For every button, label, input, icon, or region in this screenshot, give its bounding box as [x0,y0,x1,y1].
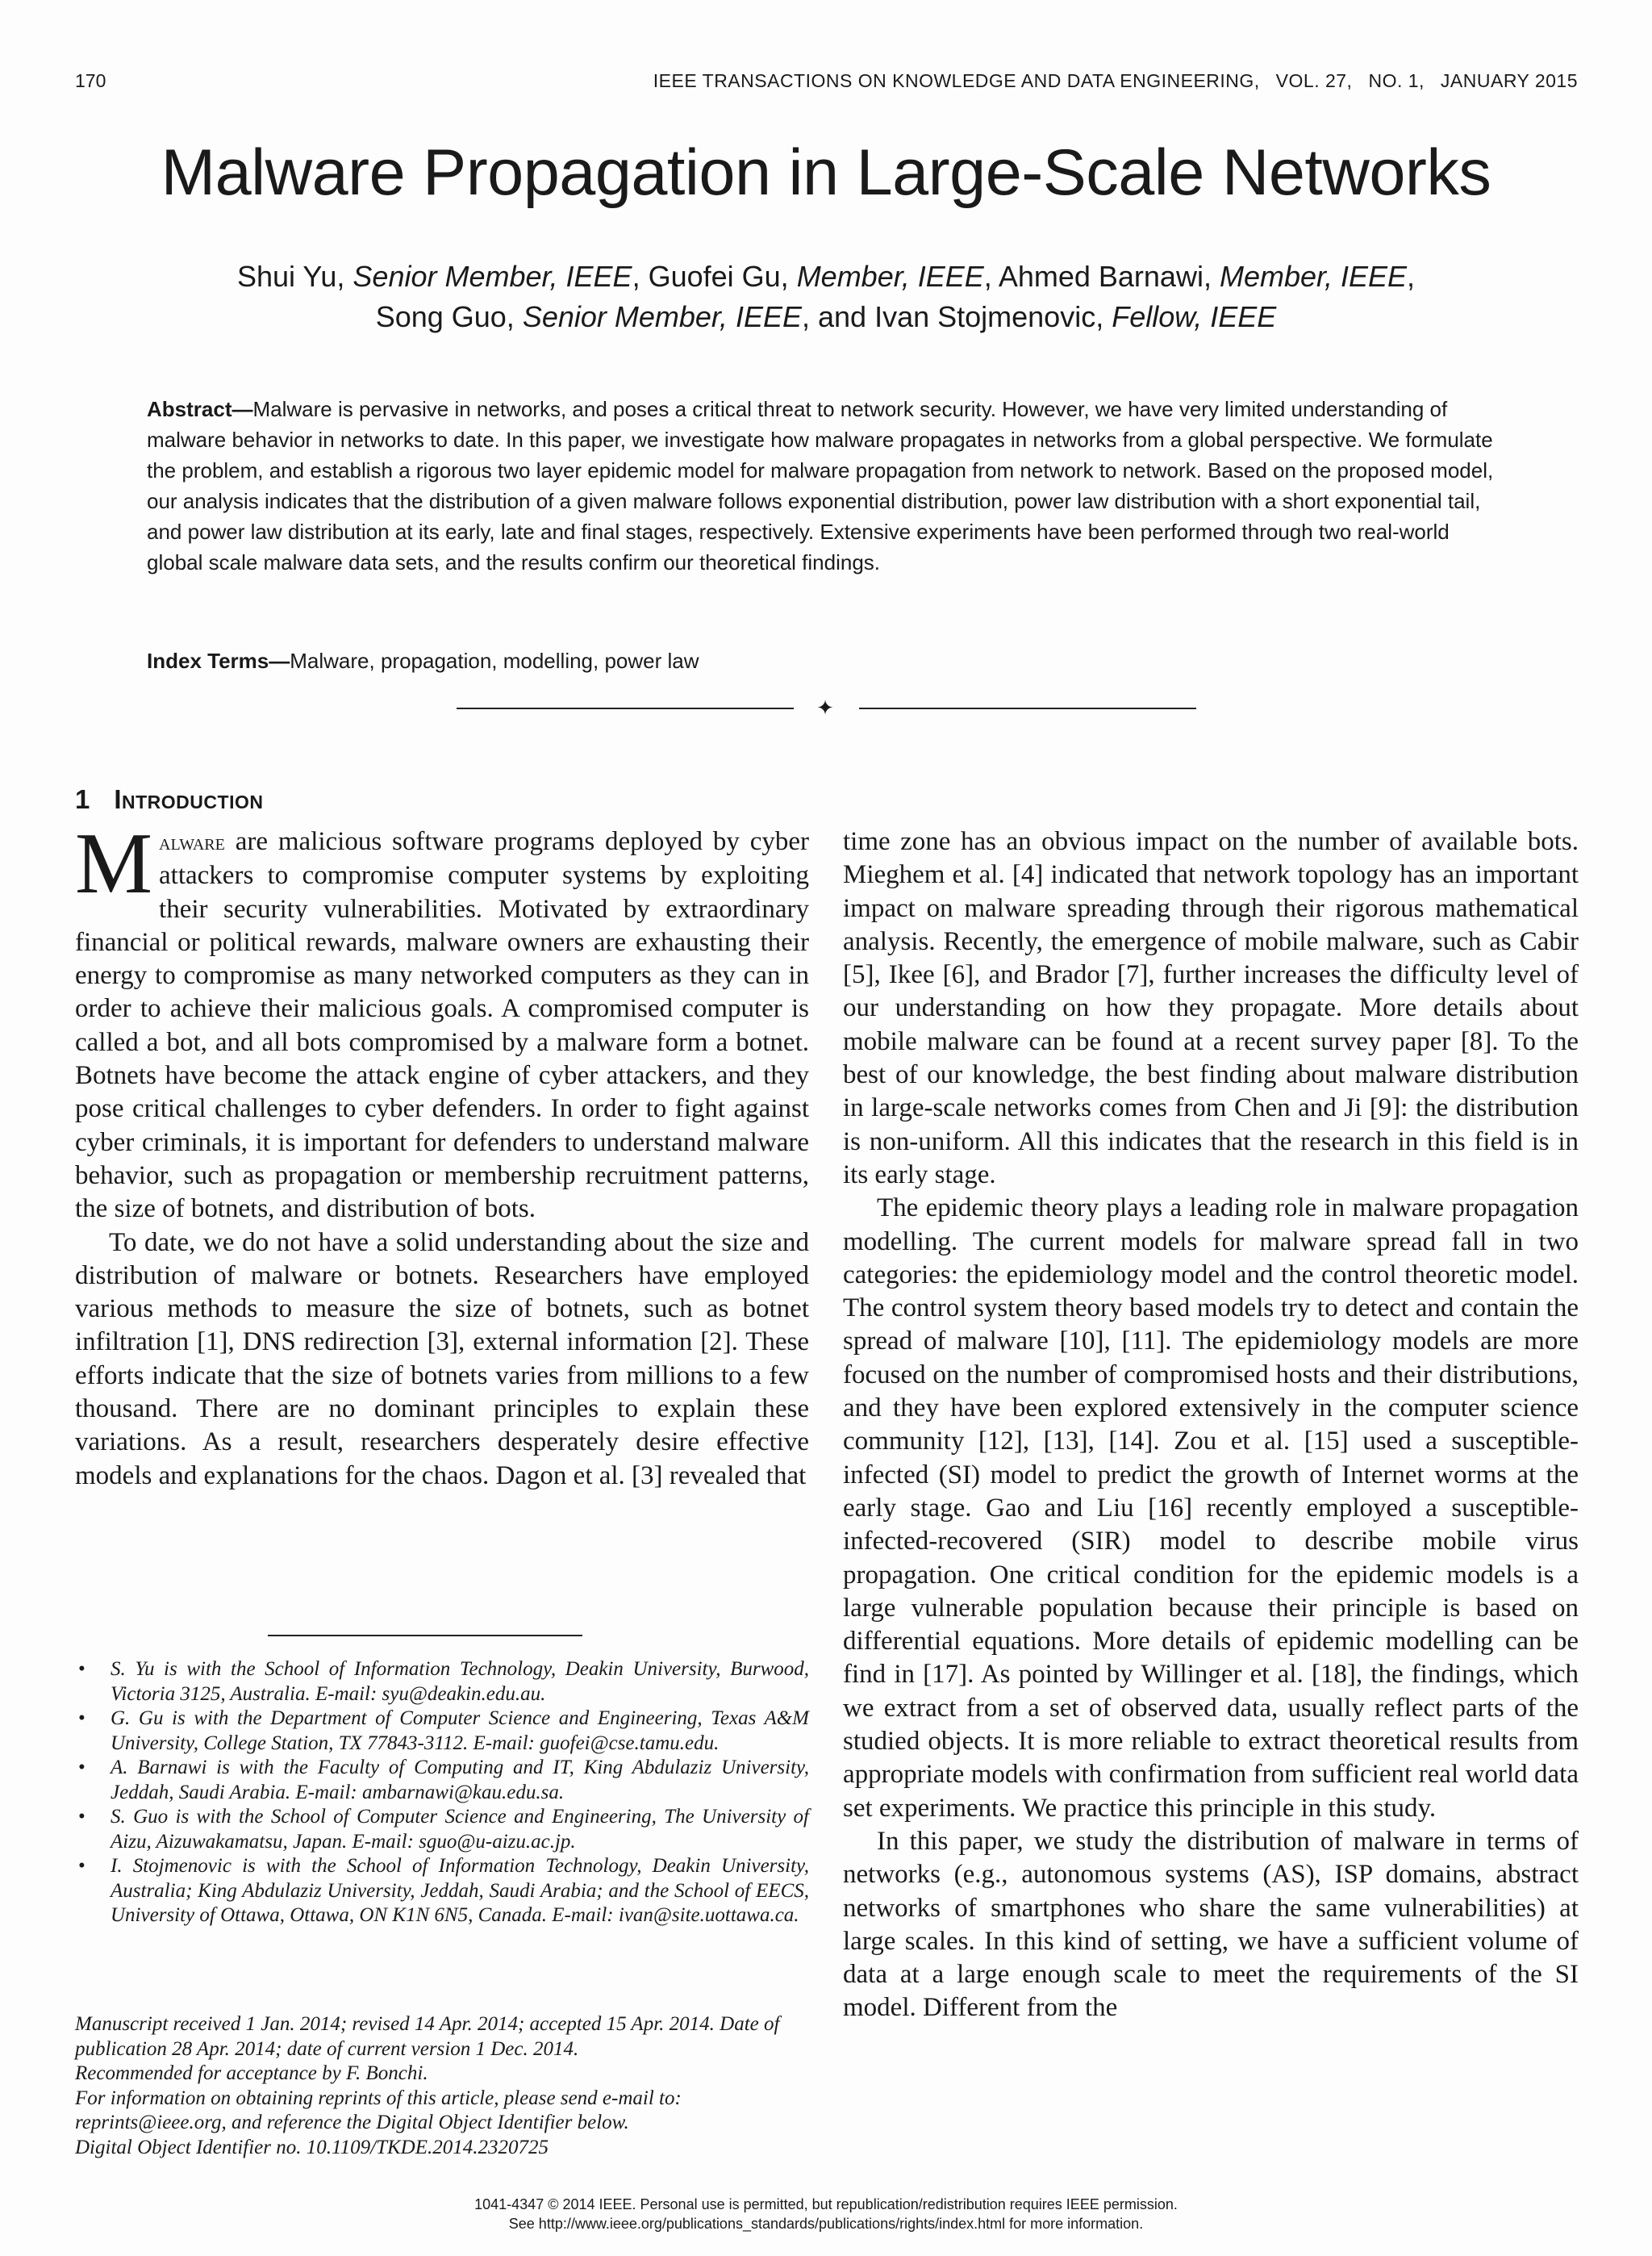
author-name: Ahmed Barnawi, [998,260,1220,293]
recommended-by: Recommended for acceptance by F. Bonchi. [75,2062,428,2084]
paragraph-text: are malicious software programs deployed by cyber attackers to compromise computer systems by exploiting their security vulnerabilities. Motivated by extraordinary financial or political rewards, malware owners are exhausting their energy to compromise as many networked computers as they can in order to achieve their malicious goals. A compromised computer is called a bot, and all bots compromised by a malware form a botnet. Botnets have become the attack engine of cyber attackers, and they pose critical challenges to cyber defenders. In order to fight against cyber criminals, it is important for defenders to understand malware behavior, such as propagation or membership recruitment patterns, the size of botnets, and distribution of bots. [75,827,809,1224]
paper-title: Malware Propagation in Large-Scale Networks [161,136,1491,209]
author-separator: , and [801,300,875,333]
index-terms-label: Index Terms— [147,649,290,673]
body-column-left [75,816,809,1493]
journal-name: IEEE TRANSACTIONS ON KNOWLEDGE AND DATA ENGINEERING, [653,70,1260,91]
first-word-small-caps: alware [159,829,225,855]
author-role: Senior Member, IEEE [353,260,632,293]
doi: Digital Object Identifier no. 10.1109/TKDE.2014.2320725 [75,2136,549,2158]
divider-line-left [457,708,794,709]
paragraph: time zone has an obvious impact on the number of available bots. Mieghem et al. [4] indicated that network topology has an important impact on malware spreading through their rigorous mathematical analysis. Recently, the emergence of mobile malware, such as Cabir [5], Ikee [6], and Brador [7], further increases the difficulty level of our understanding on how they propagate. More details about mobile malware can be found at a recent survey paper [8]. To the best of our knowledge, the best finding about malware distribution in large-scale networks comes from Chen and Ji [9]: the distribution is non-uniform. All this indicates that the research in this field is in its early stage. [843,827,1579,1189]
author-list [0,257,1652,337]
author-line-1 [0,257,1652,297]
reprints-info: For information on obtaining reprints of this article, please send e-mail to: reprints@ieee.org, and reference the Digital Object Identifier below. [75,2087,682,2133]
abstract-label: Abstract— [147,397,253,421]
paragraph: The epidemic theory plays a leading role in malware propagation modelling. The current models for malware spread fall in two categories: the epidemiology model and the control theoretic model. The control system theory based models try to detect and contain the spread of malware [10], [11]. The epidemiology models are more focused on the number of compromised hosts and their distributions, and they have been explored extensively in the computer science community [12], [13], [14]. Zou et al. [15] used a susceptible-infected (SI) model to predict the growth of Internet worms at the early stage. Gao and Liu [16] recently employed a susceptible-infected-recovered (SIR) model to describe mobile virus propagation. One critical condition for the epidemic models is a large vulnerable population because their principle is based on differential equations. More details of epidemic modelling can be find in [17]. As pointed by Willinger et al. [18], the findings, which we extract from a set of observed data, usually reflect parts of the studied objects. It is more reliable to extract theoretical results from appropriate models with confirmation from sufficient real world data set experiments. We practice this principle in this study. [843,1193,1579,1823]
paragraph [75,816,809,1226]
bullet-icon: • [78,1806,86,1828]
author-role: Member, IEEE [1219,260,1408,293]
author-line-2 [0,297,1652,337]
author-separator: , [632,260,649,293]
manuscript-info [75,2012,809,2160]
abstract [147,394,1507,578]
footnote-rule [268,1635,582,1636]
divider-line-right [859,708,1196,709]
affiliation-item [75,1657,809,1707]
paragraph: To date, we do not have a solid understanding about the size and distribution of malware or botnets. Researchers have employed various methods to measure the size of botnets, such as botnet infiltration [1], DNS redirection [3], external information [2]. These efforts indicate that the size of botnets varies from millions to a few thousand. There are no dominant principles to explain these variations. As a result, researchers desperately desire effective models and explanations for the chaos. Dagon et al. [3] revealed that [75,1227,809,1490]
affiliation-text: I. Stojmenovic is with the School of Information Technology, Deakin University, Australia; King Abdulaziz University, Jeddah, Saudi Arabia; and the School of EECS, University of Ottawa, Ottawa, ON K1N 6N5, Canada. E-mail: ivan@site.uottawa.ca. [111,1855,809,1926]
affiliation-text: A. Barnawi is with the Faculty of Computing and IT, King Abdulaziz University, Jeddah, Saudi Arabia. E-mail: ambarnawi@kau.edu.sa. [111,1757,809,1803]
affiliation-item [75,1756,809,1805]
affiliation-item [75,1854,809,1928]
author-role: Fellow, IEEE [1112,300,1277,333]
affiliation-text: S. Yu is with the School of Information Technology, Deakin University, Burwood, Victoria 3125, Australia. E-mail: syu@deakin.edu.au. [111,1658,809,1705]
copyright-footer [0,2195,1652,2233]
author-name: Guofei Gu, [648,260,797,293]
author-separator: , [1407,260,1416,293]
bullet-icon: • [78,1855,86,1877]
bullet-icon: • [78,1707,86,1729]
author-role: Member, IEEE [796,260,984,293]
affiliation-item [75,1805,809,1854]
running-header [637,70,1578,92]
author-name: Ivan Stojmenovic, [874,300,1112,333]
section-number: 1 [75,784,90,814]
author-name: Shui Yu, [236,260,353,293]
author-separator: , [983,260,999,293]
page-number: 170 [75,70,106,91]
author-role: Senior Member, IEEE [522,300,802,333]
section-title: Introduction [114,784,264,814]
divider-star-icon: ✦ [816,696,834,720]
index-terms [147,645,1507,676]
manuscript-dates: Manuscript received 1 Jan. 2014; revised 14 Apr. 2014; accepted 15 Apr. 2014. Date of publication 28 Apr. 2014; date of current version 1 Dec. 2014. [75,2013,780,2060]
paragraph: In this paper, we study the distribution of malware in terms of networks (e.g., autonomous systems (AS), ISP domains, abstract networks of smartphones who share the same vulnerabilities) at large scales. In this kind of setting, we have a sufficient volume of data at a large enough scale to meet the requirements of the SI model. Different from the [843,1826,1579,2023]
bullet-icon: • [78,1757,86,1778]
issue: NO. 1, [1368,70,1425,91]
bullet-icon: • [78,1658,86,1680]
index-terms-text: Malware, propagation, modelling, power law [290,649,699,673]
copyright-line: 1041-4347 © 2014 IEEE. Personal use is permitted, but republication/redistribution requires IEEE permission. [474,2196,1178,2212]
drop-cap: M [75,816,153,912]
affiliation-item [75,1707,809,1756]
affiliation-text: S. Guo is with the School of Computer Science and Engineering, The University of Aizu, Aizuwakamatsu, Japan. E-mail: sguo@u-aizu.ac.jp. [111,1806,809,1853]
section-heading [75,784,263,815]
rights-link: See http://www.ieee.org/publications_standards/publications/rights/index.html for more information. [508,2216,1144,2232]
author-affiliations [75,1657,809,1928]
volume: VOL. 27, [1275,70,1353,91]
abstract-text: Malware is pervasive in networks, and poses a critical threat to network security. However, we have very limited understanding of malware behavior in networks to date. In this paper, we investigate how malware propagates in networks from a global perspective. We formulate the problem, and establish a rigorous two layer epidemic model for malware propagation from network to network. Based on the proposed model, our analysis indicates that the distribution of a given malware follows exponential distribution, power law distribution with a short exponential tail, and power law distribution at its early, late and final stages, respectively. Extensive experiments have been performed through two real-world global scale malware data sets, and the results confirm our theoretical findings. [147,397,1494,574]
body-column-right [843,825,1579,2025]
publication-date: JANUARY 2015 [1440,70,1578,91]
author-name: Song Guo, [375,300,523,333]
affiliation-text: G. Gu is with the Department of Computer Science and Engineering, Texas A&M University, College Station, TX 77843-3112. E-mail: guofei@cse.tamu.edu. [111,1707,809,1754]
